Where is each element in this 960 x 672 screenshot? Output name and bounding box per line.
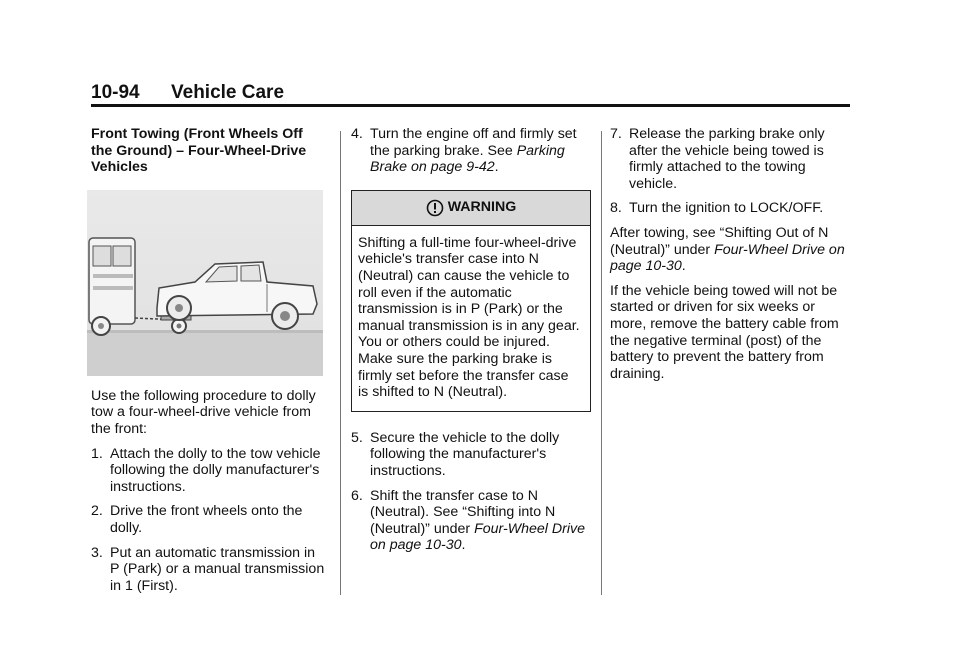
step-text: Secure the vehicle to the dolly following the manufacturer's instructions.: [370, 429, 560, 479]
cross-reference-link[interactable]: Four-Wheel Drive on page 10-30: [370, 520, 585, 554]
step-text: Attach the dolly to the tow vehicle following the dolly manufacturer's instructions.: [110, 445, 321, 495]
column-1: [91, 126, 327, 602]
step-item: [91, 503, 327, 536]
warning-text: Shifting a full-time four-wheel-drive vehicle's transfer case into N (Neutral) can cause the vehicle to roll even if the automatic transmission is in P (Park) or the manual transmission is in any gear. You or others could be injured. Make sure the parking brake is firmly set before the transfer case is shifted to N (Neutral).: [358, 234, 580, 401]
cross-reference-link[interactable]: Four-Wheel Drive on page 10-30: [610, 241, 845, 275]
section-title: Vehicle Care: [171, 82, 285, 103]
battery-paragraph: If the vehicle being towed will not be started or driven for six weeks or more, remove the battery cable from the negative terminal (post) of the battery to prevent the battery from draining.: [610, 282, 839, 382]
step-number: 7.: [610, 126, 622, 142]
step-number: 2.: [91, 503, 103, 520]
after-towing-paragraph: After towing, see “Shifting Out of N (Neutral)” under Four-Wheel Drive on page 10-30.: [610, 224, 845, 275]
step-text: Turn the ignition to LOCK/OFF.: [629, 200, 824, 217]
step-number: 3.: [91, 544, 103, 561]
step-item: [91, 545, 327, 595]
column-divider: [601, 131, 602, 595]
step-text: Put an automatic transmission in P (Park) or a manual transmission in 1 (First).: [110, 544, 325, 594]
step-item: [610, 126, 852, 192]
column-2: [351, 126, 591, 562]
step-text: Drive the front wheels onto the dolly.: [110, 503, 303, 536]
step-text: Turn the engine off and firmly set the parking brake. See Parking Brake on page 9-42.: [370, 126, 577, 176]
towing-illustration: [87, 190, 323, 376]
step-item: [351, 430, 591, 480]
column-divider: [340, 131, 341, 595]
warning-title: WARNING: [447, 199, 517, 216]
dolly-tow-illustration: [87, 190, 323, 376]
tow-vehicle-graphic: [89, 238, 135, 335]
page-number: 10-94: [91, 82, 140, 103]
cross-reference-link[interactable]: Parking Brake on page 9-42: [370, 142, 565, 176]
header-rule: [91, 104, 850, 107]
towed-truck-graphic: [157, 262, 317, 329]
step-number: 1.: [91, 445, 103, 462]
page-header: [91, 82, 851, 104]
step-item: [351, 126, 591, 176]
subheading: Front Towing (Front Wheels Off the Ground) – Four-Wheel-Drive Vehicles: [91, 126, 307, 176]
step-item: [91, 446, 327, 496]
step-number: 8.: [610, 200, 622, 217]
step-item: [610, 200, 852, 217]
column-3: [610, 126, 852, 390]
intro-paragraph: Use the following procedure to dolly tow a four-wheel-drive vehicle from the front:: [91, 387, 316, 437]
step-number: 4.: [351, 126, 363, 142]
warning-icon: [426, 199, 444, 217]
step-text: Shift the transfer case to N (Neutral). See “Shifting into N (Neutral)” under Four-Wheel Drive on page 10-30.: [370, 487, 585, 554]
step-text: Release the parking brake only after the vehicle being towed is firmly attached to the towing vehicle.: [629, 126, 825, 192]
warning-box: [351, 190, 591, 412]
step-item: [351, 488, 591, 554]
warning-header: [352, 191, 590, 226]
step-number: 6.: [351, 487, 363, 504]
step-number: 5.: [351, 429, 363, 446]
